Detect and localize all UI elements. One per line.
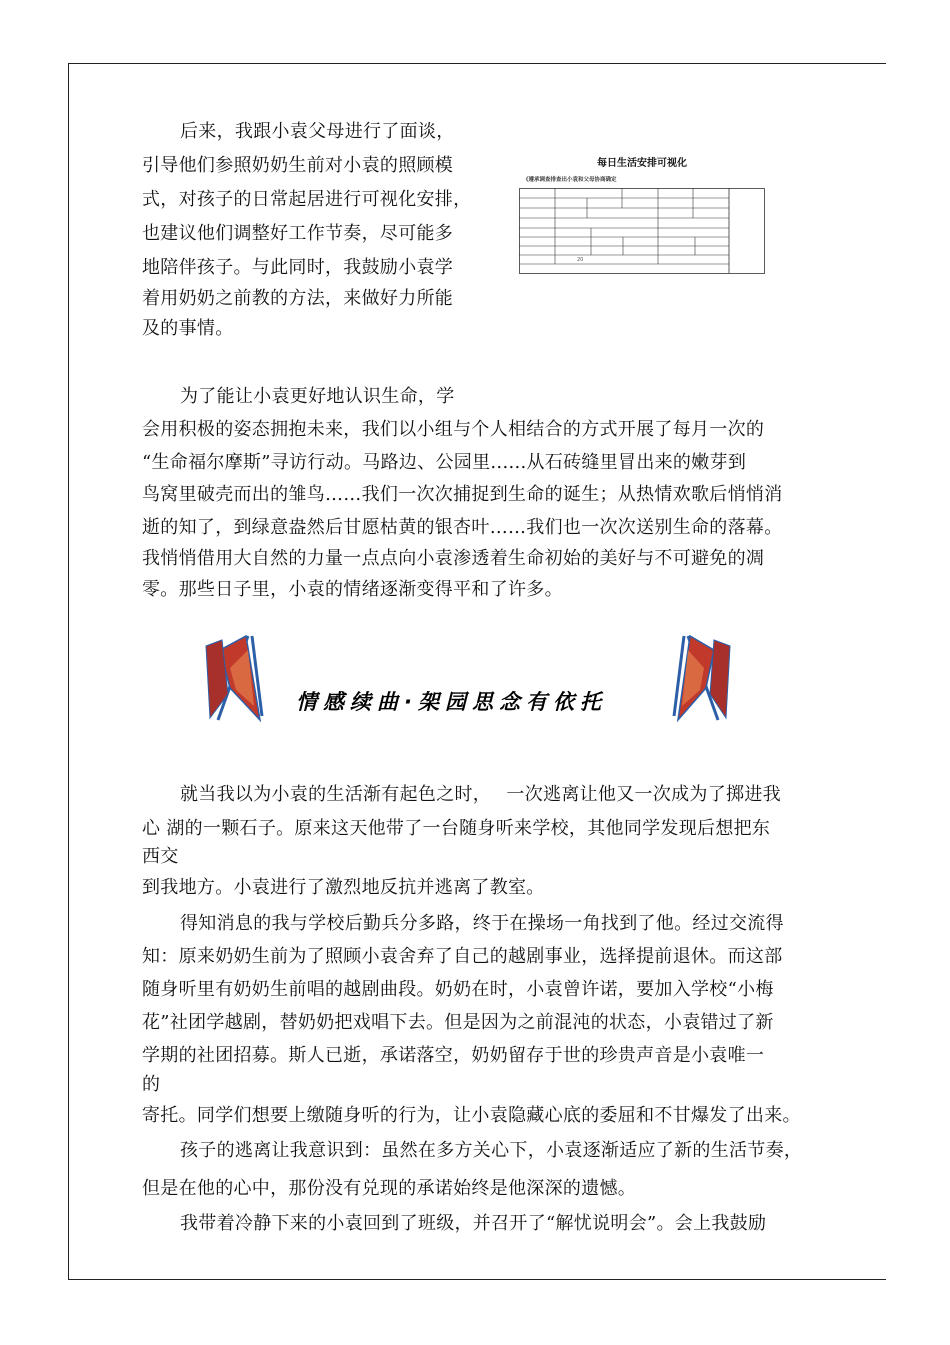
text-line: 寄托。同学们想要上缴随身听的行为，让小袁隐藏心底的委屈和不甘爆发了出来。 <box>142 1105 801 1126</box>
text-line: 式，对孩子的日常起居进行可视化安排， <box>142 189 472 210</box>
text-line: 孩子的逃离让我意识到：虽然在多方关心下，小袁逐渐适应了新的生活节奏， <box>180 1140 803 1161</box>
text-line: 及的事情。 <box>142 318 234 339</box>
text-line: 也建议他们调整好工作节奏，尽可能多 <box>142 223 454 244</box>
section-heading: 情感续曲·架园思念有依托 <box>296 690 607 714</box>
schedule-figure <box>519 150 765 275</box>
text-line: 逝的知了，到绿意盎然后甘愿枯黄的银杏叶……我们也一次次送别生命的落幕。 <box>142 517 783 538</box>
text-line: 就当我以为小袁的生活渐有起色之时， 一次逃离让他又一次成为了掷进我 <box>180 784 781 805</box>
text-line: 后来，我跟小袁父母进行了面谈， <box>180 121 455 142</box>
text-line: 心 湖的一颗石子。原来这天他带了一台随身听来学校，其他同学发现后想把东 <box>142 818 771 839</box>
table-cell-text: 20 <box>577 257 584 263</box>
text-line: 我悄悄借用大自然的力量一点点向小袁渗透着生命初始的美好与不可避免的凋 <box>142 548 765 569</box>
text-line: 零。那些日子里，小袁的情绪逐渐变得平和了许多。 <box>142 579 563 600</box>
text-line: “生命福尔摩斯”寻访行动。马路边、公园里......从石砖缝里冒出来的嫩芽到 <box>142 452 747 473</box>
text-line: 知：原来奶奶生前为了照顾小袁舍弃了自己的越剧事业，选择提前退休。而这部 <box>142 946 783 967</box>
text-line: 的 <box>142 1074 161 1095</box>
text-line: 着用奶奶之前教的方法，来做好力所能 <box>142 288 454 309</box>
text-line: 西交 <box>142 846 179 867</box>
text-line: 但是在他的心中，那份没有兑现的承诺始终是他深深的遗憾。 <box>142 1178 637 1199</box>
text-line: 地陪伴孩子。与此同时，我鼓励小袁学 <box>142 257 454 278</box>
left-flag-ornament <box>206 636 262 720</box>
text-line: 得知消息的我与学校后勤兵分多路，终于在操场一角找到了他。经过交流得 <box>180 913 784 934</box>
text-line: 花”社团学越剧，替奶奶把戏唱下去。但是因为之前混沌的状态，小袁错过了新 <box>142 1012 774 1033</box>
text-line: 学期的社团招募。斯人已逝，承诺落空，奶奶留存于世的珍贵声音是小袁唯一 <box>142 1045 765 1066</box>
text-line: 为了能让小袁更好地认识生命，学 <box>180 386 455 407</box>
text-line: 会用积极的姿态拥抱未来，我们以小组与个人相结合的方式开展了每月一次的 <box>142 419 765 440</box>
figure-caption: 《遵承调查排查出小袁和父母协商确定 <box>523 177 617 183</box>
text-line: 到我地方。小袁进行了激烈地反抗并逃离了教室。 <box>142 877 545 898</box>
text-line: 我带着冷静下来的小袁回到了班级，并召开了“解忧说明会”。会上我鼓励 <box>180 1213 767 1234</box>
schedule-table <box>519 188 765 274</box>
right-flag-ornament <box>674 636 730 720</box>
text-line: 鸟窝里破壳而出的雏鸟……我们一次次捕捉到生命的诞生；从热情欢歌后悄悄消 <box>142 484 783 505</box>
text-line: 随身听里有奶奶生前唱的越剧曲段。奶奶在时，小袁曾许诺，要加入学校“小梅 <box>142 979 774 1000</box>
text-line: 引导他们参照奶奶生前对小袁的照顾模 <box>142 155 454 176</box>
figure-title: 每日生活安排可视化 <box>597 158 687 169</box>
